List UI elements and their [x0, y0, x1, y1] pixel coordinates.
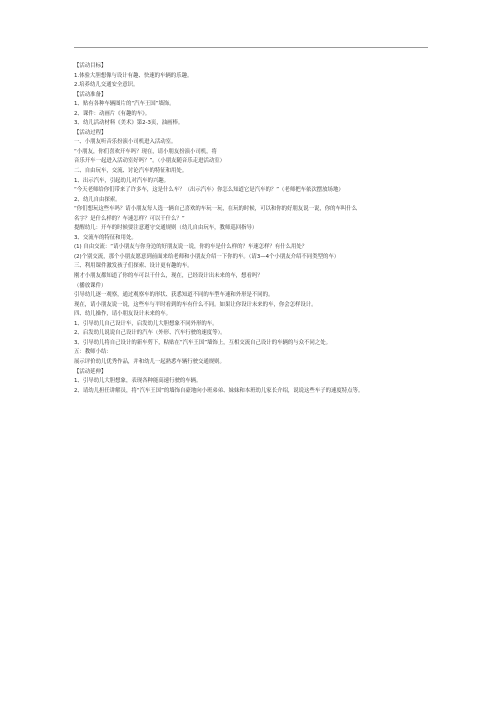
- paragraph-line: 一、小朋友听音乐扮演小司机进入活动室。: [74, 139, 177, 146]
- paragraph-line: 3、引导幼儿将自己设计的新车剪下，粘贴在“汽车王国”墙饰上，互相交流自己设计的车辆的与众不同之处。: [74, 339, 331, 346]
- paragraph-line: 3、幼儿活动材料《美术》第2-3页，油画棒。: [74, 120, 184, 127]
- section-heading-process: 【活动过程】: [74, 129, 107, 136]
- paragraph-line: 1、引导幼儿自己设计车，启发幼儿大胆想象不同外形的车。: [74, 320, 218, 327]
- paragraph-line: 提醒幼儿：开车的时候要注意遵守交通规则（幼儿自由玩车，教师巡回指导）: [74, 225, 258, 232]
- paragraph-line: 现在，请小朋友说一说，这些车与平时看到的车有什么不同。如果让你设计未来的车，你会怎样设计。: [74, 301, 317, 308]
- paragraph-line: (2)个别交流，那个小朋友愿意到前面来给老师和小朋友介绍一下你的车。（请3—4个小朋友介绍不同类型的车）: [74, 253, 340, 260]
- paragraph-line: 1、出示汽车，引起幼儿对汽车的兴趣。: [74, 177, 170, 184]
- paragraph-line: 2、课件：动画片《有趣的车》。: [74, 110, 151, 117]
- paragraph-line: “今天老师给你们带来了许多车，这是什么车？（出示汽车）你怎么知道它是汽车的？”（老师把车依次摆放场地）: [74, 187, 344, 194]
- paragraph-line: 1、贴有各种车辆图片的“汽车王国”墙饰。: [74, 101, 175, 108]
- paragraph-line: 2、请幼儿担任讲解员，将“汽车王国”的墙饰自豪地向小班弟弟、妹妹和本班幼儿家长介绍，说说这些车子的速度特点等。: [74, 387, 364, 394]
- section-heading-goals: 【活动目标】: [74, 63, 107, 69]
- header-rule: [74, 47, 428, 48]
- paragraph-line: 二、自由玩车，交流、讨论汽车的特征和用处。: [74, 168, 188, 175]
- paragraph-line: 名字？是什么样的？车速怎样？可以干什么？”: [74, 215, 185, 222]
- paragraph-line: “小朋友，你们喜欢开车吗？现在，请小朋友扮演小司机，将: [74, 148, 217, 155]
- document-body: [74, 62, 444, 396]
- paragraph-line: 2、启发幼儿说说自己设计的汽车（外形、汽车行驶的速度等）。: [74, 330, 226, 337]
- paragraph-line: （播放课件）: [74, 282, 107, 289]
- section-heading-preparation: 【活动准备】: [74, 91, 107, 98]
- paragraph-line: “你们想玩这些车吗？请小朋友每人选一辆自己喜欢的车玩一玩，在玩的时候，可以和你的好朋友说一说，你的车叫什么: [74, 206, 358, 213]
- paragraph-line: 2.培养幼儿交通安全意识。: [74, 82, 139, 89]
- paragraph-line: 音乐开车一起进入活动室好吗？”。（小朋友随音乐走进活动室）: [74, 158, 226, 165]
- paragraph-line: (1) 自由交流：“请小朋友与你身边的好朋友说一说，你的车是什么样的？车速怎样？有什么用处？: [74, 244, 308, 251]
- paragraph-line: 3、交流车的特征和用处。: [74, 234, 137, 241]
- paragraph-line: 四、幼儿操作，请小朋友设计未来的车。: [74, 311, 172, 318]
- paragraph-line: 1.体验大胆想像与设计有趣、快速的车辆的乐趣。: [74, 72, 193, 79]
- paragraph-line: 三、利用课件激发孩子们探索、设计更有趣的车。: [74, 263, 193, 270]
- paragraph-line: 展示评价幼儿优秀作品，并和幼儿一起熟悉车辆行驶交通规则。: [74, 358, 225, 365]
- paragraph-line: 引导幼儿逐一观察，通过观察车的形状、获悉知道不同的车型车速和外形是不同的。: [74, 292, 274, 299]
- section-heading-extension: 【活动延伸】: [74, 368, 107, 375]
- paragraph-line: 1、引导幼儿大胆想象，表现各种能高速行驶的车辆。: [74, 378, 202, 385]
- paragraph-line: 刚才小朋友都知道了你的车可以干什么，现在，已经设计出未来的车，想看吗？: [74, 273, 263, 280]
- paragraph-line: 五：教师小结：: [74, 349, 112, 356]
- paragraph-line: 2、幼儿自由探索。: [74, 196, 121, 203]
